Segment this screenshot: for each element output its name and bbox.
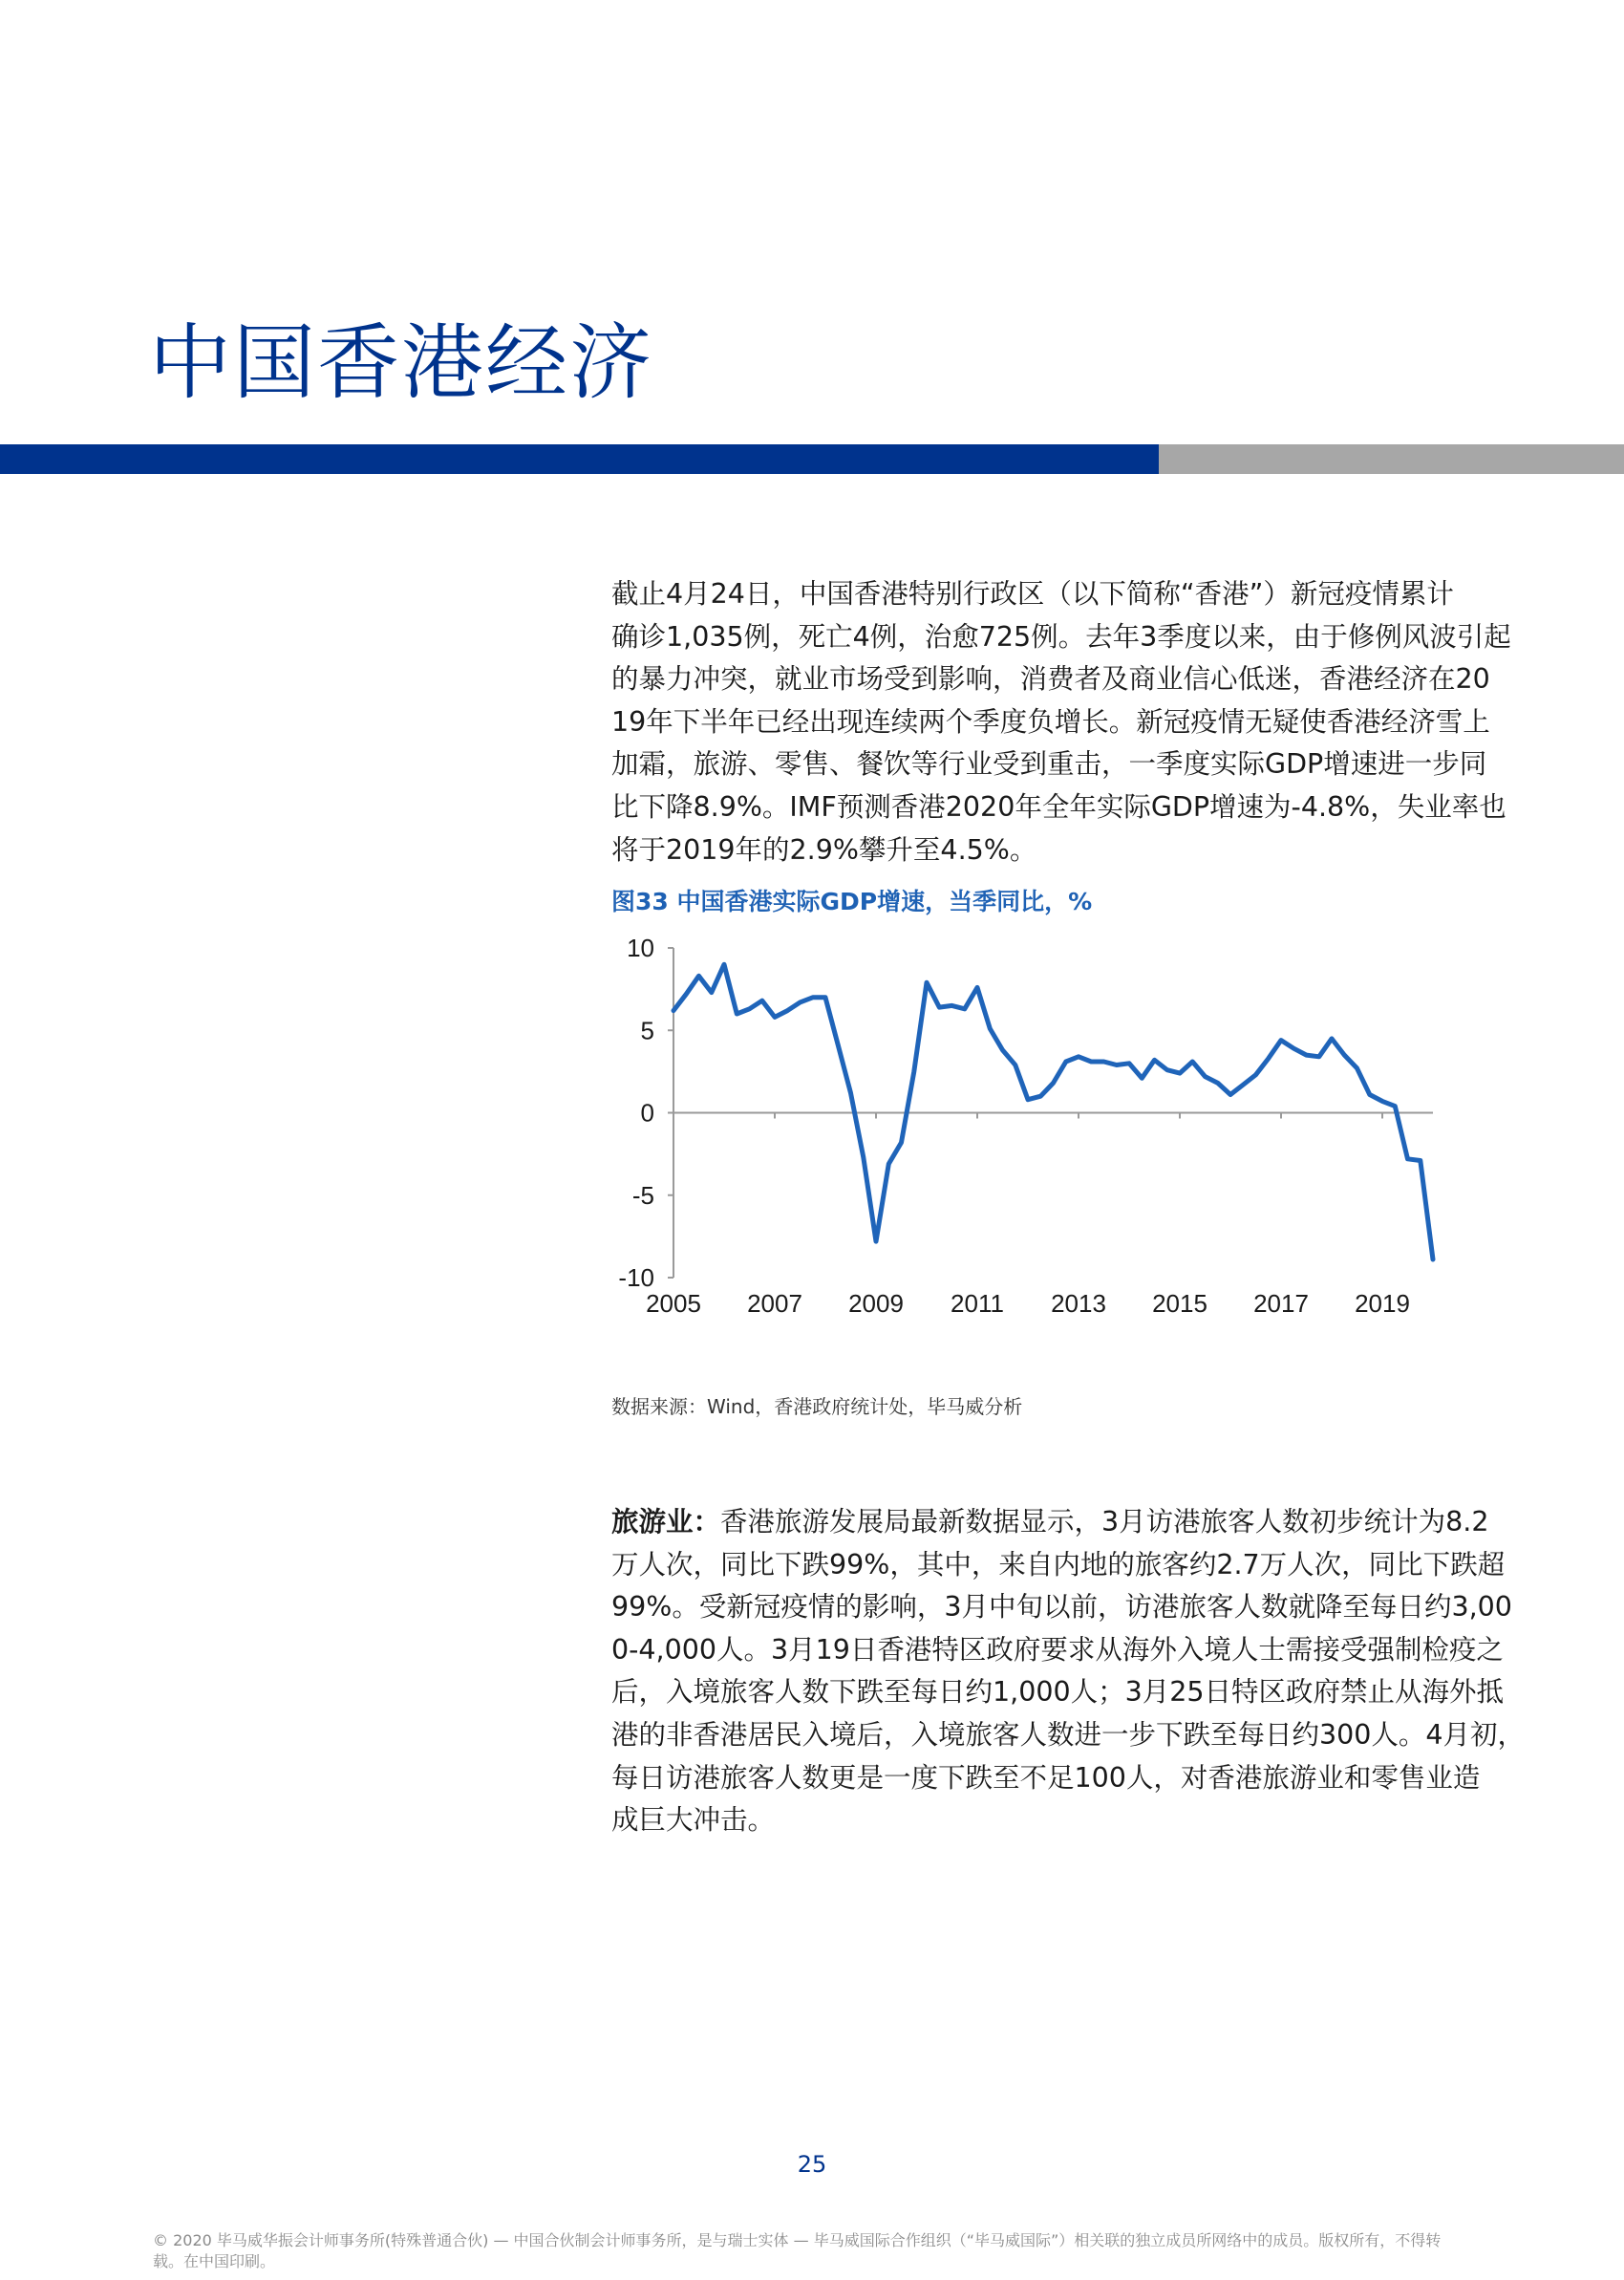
paragraph-line xyxy=(611,1501,1489,1544)
paragraph-line: 截止4月24日，中国香港特别行政区（以下简称“香港”）新冠疫情累计 xyxy=(611,578,1454,610)
paragraph-line: 确诊1,035例，死亡4例，治愈725例。去年3季度以来，由于修例风波引起 xyxy=(611,620,1511,653)
x-tick-label: 2013 xyxy=(1051,1289,1106,1318)
figure-title: 图33 中国香港实际GDP增速，当季同比，% xyxy=(611,888,1093,915)
intro-paragraph xyxy=(611,573,1511,871)
source-note: 数据来源：Wind，香港政府统计处，毕马威分析 xyxy=(611,1395,1023,1418)
header-band-gray xyxy=(1159,444,1624,474)
paragraph-line: 每日访港旅客人数更是一度下跌至不足100人，对香港旅游业和零售业造 xyxy=(611,1761,1481,1794)
gdp-growth-chart xyxy=(592,927,1452,1338)
paragraph-line: 0-4,000人。3月19日香港特区政府要求从海外入境人士需接受强制检疫之 xyxy=(611,1633,1504,1666)
x-tick-label: 2011 xyxy=(951,1289,1004,1318)
page-number: 25 xyxy=(797,2151,827,2178)
x-tick-label: 2017 xyxy=(1253,1289,1309,1318)
copyright-footer xyxy=(153,2230,1490,2272)
paragraph-line: 19年下半年已经出现连续两个季度负增长。新冠疫情无疑使香港经济雪上 xyxy=(611,705,1490,738)
paragraph-line: 后，入境旅客人数下跌至每日约1,000人；3月25日特区政府禁止从海外抵 xyxy=(611,1676,1504,1709)
header-band-blue xyxy=(0,444,1159,474)
y-tick-label: -10 xyxy=(618,1263,654,1292)
footer-line: 载。在中国印刷。 xyxy=(153,2252,276,2270)
tourism-paragraph xyxy=(611,1501,1526,1842)
footer-line: © 2020 毕马威华振会计师事务所(特殊普通合伙) — 中国合伙制会计师事务所，是与瑞士实体 — 毕马威国际合作组织（“毕马威国际”）相关联的独立成员所网络中的成员。版权所有，不得转 xyxy=(153,2231,1442,2249)
y-tick-label: -5 xyxy=(631,1180,654,1210)
paragraph-line: 的暴力冲突，就业市场受到影响，消费者及商业信心低迷，香港经济在20 xyxy=(611,663,1490,696)
x-tick-label: 2007 xyxy=(747,1289,802,1318)
page-title: 中国香港经济 xyxy=(149,315,653,411)
section-lead: 旅游业： xyxy=(611,1506,721,1538)
y-tick-label: 5 xyxy=(640,1016,654,1045)
paragraph-line: 港的非香港居民入境后，入境旅客人数进一步下跌至每日约300人。4月初， xyxy=(611,1718,1526,1751)
paragraph-text: 香港旅游发展局最新数据显示，3月访港旅客人数初步统计为8.2 xyxy=(720,1506,1489,1538)
x-tick-label: 2009 xyxy=(848,1289,904,1318)
paragraph-line: 99%。受新冠疫情的影响，3月中旬以前，访港旅客人数就降至每日约3,00 xyxy=(611,1591,1512,1624)
y-tick-label: 10 xyxy=(627,934,654,962)
x-tick-label: 2015 xyxy=(1152,1289,1207,1318)
y-tick-label: 0 xyxy=(640,1098,654,1128)
paragraph-line: 将于2019年的2.9%攀升至4.5%。 xyxy=(611,833,1037,866)
paragraph-line: 比下降8.9%。IMF预测香港2020年全年实际GDP增速为-4.8%，失业率也 xyxy=(611,790,1506,823)
x-tick-label: 2019 xyxy=(1355,1289,1410,1318)
paragraph-line: 成巨大冲击。 xyxy=(611,1804,776,1837)
x-tick-label: 2005 xyxy=(646,1289,701,1318)
paragraph-line: 万人次，同比下跌99%，其中，来自内地的旅客约2.7万人次，同比下跌超 xyxy=(611,1548,1506,1581)
chart-canvas xyxy=(592,927,1452,1338)
paragraph-line: 加霜，旅游、零售、餐饮等行业受到重击，一季度实际GDP增速进一步同 xyxy=(611,748,1487,781)
